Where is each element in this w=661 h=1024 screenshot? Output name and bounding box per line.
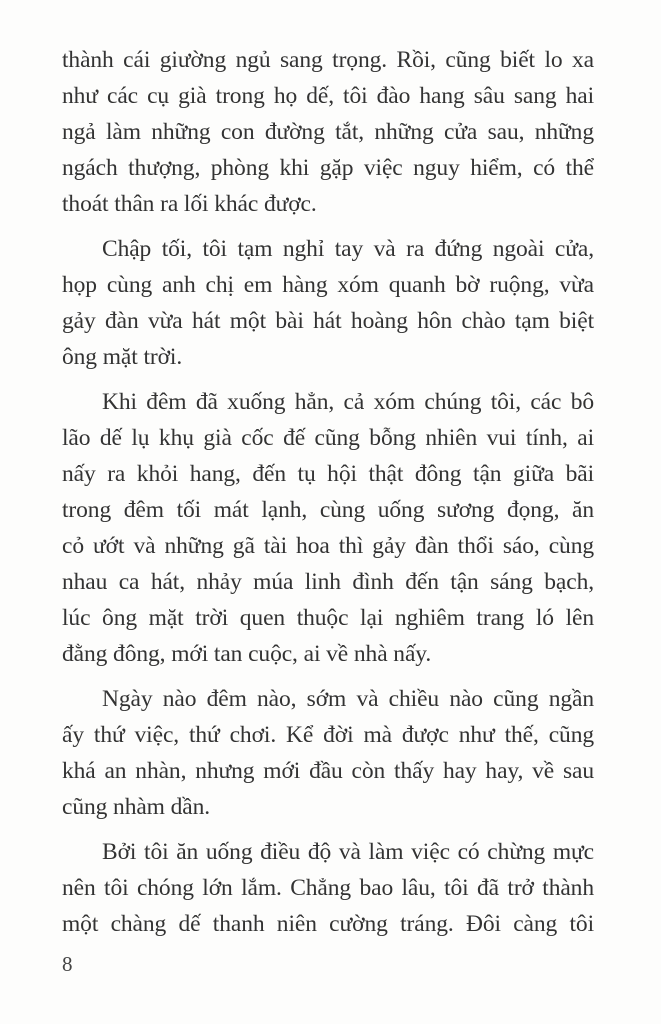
paragraph-2 (62, 231, 594, 375)
text-line: ngả làm những con đường tắt, những cửa sau, những (62, 119, 594, 145)
page-body (62, 42, 594, 951)
text-line: họp cùng anh chị em hàng xóm quanh bờ ruộng, vừa (62, 272, 594, 298)
text-line: nhau ca hát, nhảy múa linh đình đến tận sáng bạch, (62, 569, 594, 595)
text-line: một chàng dế thanh niên cường tráng. Đôi càng tôi (62, 911, 594, 937)
text-line: ông mặt trời. (62, 344, 183, 370)
text-line: gảy đàn vừa hát một bài hát hoàng hôn chào tạm biệt (62, 308, 594, 334)
paragraph-5 (62, 834, 594, 942)
text-line: thoát thân ra lối khác được. (62, 191, 317, 217)
text-line: Bởi tôi ăn uống điều độ và làm việc có chừng mực (102, 839, 594, 865)
text-line: như các cụ già trong họ dế, tôi đào hang sâu sang hai (62, 83, 594, 109)
text-line: trong đêm tối mát lạnh, cùng uống sương đọng, ăn (62, 497, 594, 523)
page-number: 8 (62, 952, 73, 976)
text-line: ngách thượng, phòng khi gặp việc nguy hiểm, có thể (62, 155, 594, 181)
text-line: Khi đêm đã xuống hẳn, cả xóm chúng tôi, các bô (102, 389, 594, 415)
text-line: ấy thứ việc, thứ chơi. Kể đời mà được như thế, cũng (62, 722, 594, 748)
text-line: Ngày nào đêm nào, sớm và chiều nào cũng ngần (102, 686, 594, 712)
text-line: cỏ ướt và những gã tài hoa thì gảy đàn thổi sáo, cùng (62, 533, 594, 559)
text-line: Chập tối, tôi tạm nghỉ tay và ra đứng ngoài cửa, (102, 236, 594, 262)
text-line: lão dế lụ khụ già cốc đế cũng bỗng nhiên vui tính, ai (62, 425, 594, 451)
text-line: cũng nhàm dần. (62, 794, 211, 820)
paragraph-3 (62, 384, 594, 672)
text-line: lúc ông mặt trời quen thuộc lại nghiêm trang ló lên (62, 605, 594, 631)
text-line: nấy ra khỏi hang, đến tụ hội thật đông tận giữa bãi (62, 461, 594, 487)
text-line: nên tôi chóng lớn lắm. Chẳng bao lâu, tôi đã trở thành (62, 875, 594, 901)
text-line: thành cái giường ngủ sang trọng. Rồi, cũng biết lo xa (62, 47, 594, 73)
text-line: khá an nhàn, nhưng mới đầu còn thấy hay hay, về sau (62, 758, 594, 784)
paragraph-4 (62, 681, 594, 825)
text-line: đằng đông, mới tan cuộc, ai về nhà nấy. (62, 641, 432, 667)
paragraph-1 (62, 42, 594, 222)
